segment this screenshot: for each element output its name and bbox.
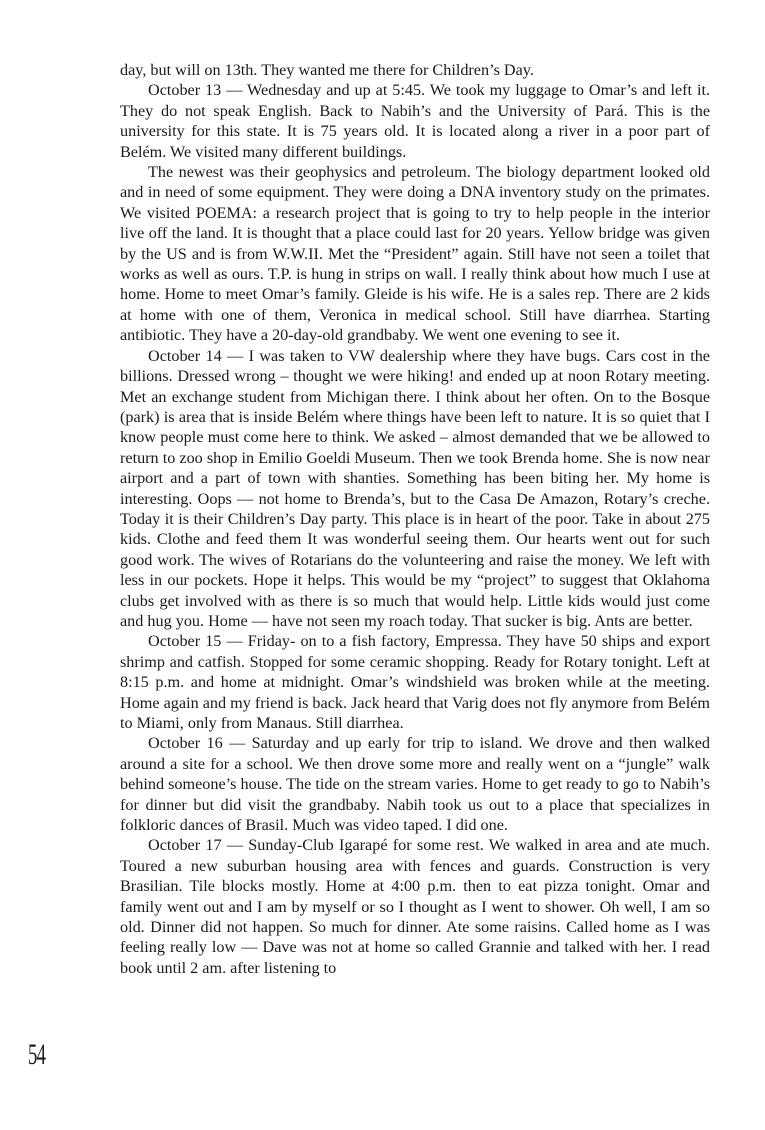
paragraph-october-16: October 16 — Saturday and up early for trip to island. We drove and then walked around a site for a school. We then drove some more and really went on a “jungle” walk behind someone’s house. The tide on the stream varies. Home to get ready to go to Nabih’s for dinner but did visit the grandbaby. Nabih took us out to a place that specializes in folkloric dances of Brasil. Much was video taped. I did one. — [120, 734, 710, 835]
paragraph-october-17: October 17 — Sunday-Club Igarapé for some rest. We walked in area and ate much. Toured a new suburban housing area with fences and guards. Construction is very Brasilian. Tile blocks mostly. Home at 4:00 p.m. then to eat pizza tonight. Omar and family went out and I am by myself or so I thought as I went to shower. Oh well, I am so old. Dinner did not happen. So much for dinner. Ate some raisins. Called home as I was feeling really low — Dave was not at home so called Grannie and talked with her. I read book until 2 am. after listening to — [120, 836, 710, 977]
paragraph-october-15: October 15 — Friday- on to a fish factory, Empressa. They have 50 ships and export shrimp and catfish. Stopped for some ceramic shopping. Ready for Rotary tonight. Left at 8:15 p.m. and home at midnight. Omar’s windshield was broken while at the meeting. Home again and my friend is back. Jack heard that Varig does not fly anymore from Belém to Miami, only from Manaus. Still diarrhea. — [120, 632, 710, 732]
page-number: 54 — [28, 1038, 46, 1071]
paragraph-october-14: October 14 — I was taken to VW dealership where they have bugs. Cars cost in the billions. Dressed wrong – thought we were hiking! and ended up at noon Rotary meeting. Met an exchange student from Michigan there. I think about her often. On to the Bosque (park) is area that is inside Belém where things have been left to nature. It is so quiet that I know people must come here to think. We asked – almost demanded that we be allowed to return to zoo shop in Emilio Goeldi Museum. Then we took Brenda home. She is now near airport and a part of town with shanties. Something has been biting her. My home is interesting. Oops — not home to Brenda’s, but to the Casa De Amazon, Rotary’s creche. Today it is their Children’s Day party. This place is in heart of the poor. Take in about 275 kids. Clothe and feed them It was wonderful seeing them. Our hearts went out for such good work. The wives of Rotarians do the volunteering and raise the money. We left with less in our pockets. Hope it helps. This would be my “project” to suggest that Oklahoma clubs get involved with as there is so much that would help. Little kids would just come and hug you. Home — have not seen my roach today. That sucker is big. Ants are better. — [120, 346, 710, 630]
page-body-text — [120, 60, 710, 978]
paragraph-october-13: October 13 — Wednesday and up at 5:45. We took my luggage to Omar’s and left it. They do not speak English. Back to Nabih’s and the University of Pará. This is the university for this state. It is 75 years old. It is located along a river in a poor part of Belém. We visited many different buildings. — [120, 81, 710, 161]
paragraph-continuation: day, but will on 13th. They wanted me there for Children’s Day. — [120, 61, 534, 79]
paragraph-geophysics: The newest was their geophysics and petroleum. The biology department looked old and in need of some equipment. They were doing a DNA inventory study on the primates. We visited POEMA: a research project that is going to try to help people in the interior live off the land. It is thought that a place could last for 20 years. Yellow bridge was given by the US and is from W.W.II. Met the “President” again. Still have not seen a toilet that works as well as ours. T.P. is hung in strips on wall. I really think about how much I use at home. Home to meet Omar’s family. Gleide is his wife. He is a sales rep. There are 2 kids at home with one of them, Veronica in medical school. Still have diarrhea. Starting antibiotic. They have a 20-day-old grandbaby. We went one evening to see it. — [120, 163, 710, 345]
